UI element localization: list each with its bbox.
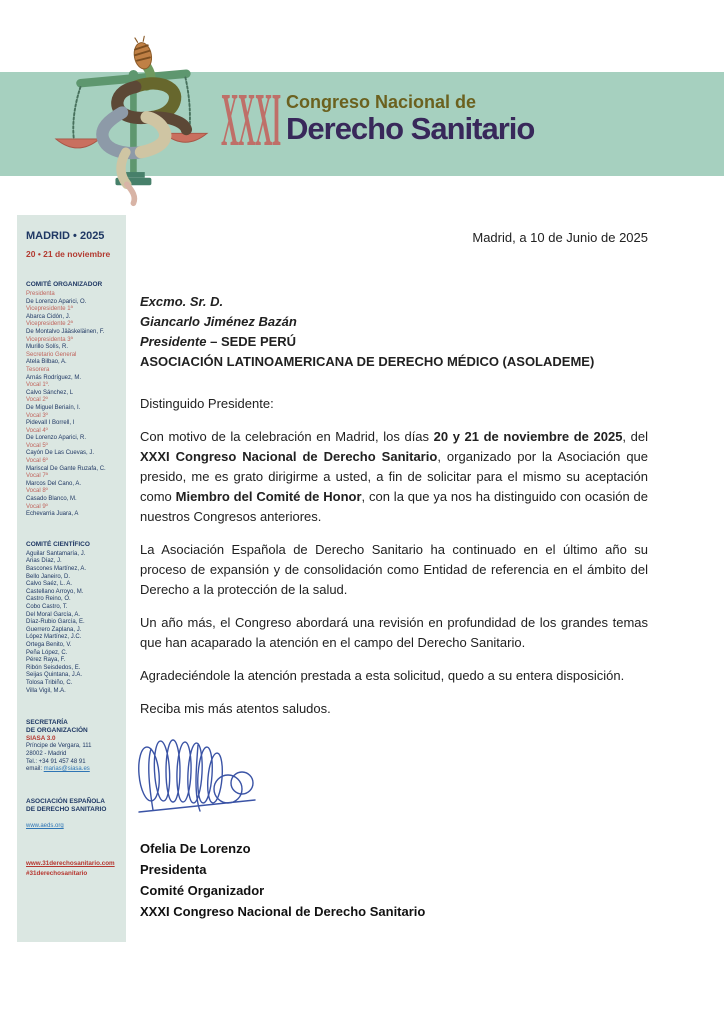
committee-member-name: Abarca Cidón, J. <box>26 313 71 320</box>
committee-member-name: Marcos Del Cano, A. <box>26 480 82 487</box>
committee-member-name: Arias Díaz, J. <box>26 558 62 565</box>
secretariat-phone: Tel.: +34 91 457 48 91 <box>26 758 86 765</box>
letter-closing: Reciba mis más atentos saludos. <box>140 701 331 716</box>
committee-member-name: López Martínez, J.C. <box>26 634 82 641</box>
congress-number: XXXI <box>221 78 281 162</box>
committee-member-name: Cobo Castro, T. <box>26 603 68 610</box>
committee-member-name: Echevarria Juara, A <box>26 511 79 518</box>
committee-member-name: Calvo Saéz, L. A. <box>26 581 73 588</box>
recipient-title: Presidente – SEDE PERÚ <box>140 334 297 349</box>
committee-member-name: Calvo Sánchez, L <box>26 389 74 396</box>
committee-role: Vocal 4º <box>26 427 48 434</box>
sidebar-congress-dates: 20 • 21 de noviembre <box>26 249 111 259</box>
committee-role: Vocal 9º <box>26 503 48 510</box>
congress-hashtag: #31derechosanitario <box>26 870 88 878</box>
committee-member-name: De Miguel Beriaín, I. <box>26 404 81 411</box>
letter-greeting: Distinguido Presidente: <box>140 396 274 411</box>
committee-member-name: Castellano Arroyo, M. <box>26 588 84 595</box>
association-website-link[interactable]: www.aeds.org <box>26 823 64 830</box>
committee-role: Vocal 6º <box>26 458 48 465</box>
committee-role: Vicepresidenta 3ª <box>26 336 73 343</box>
letter-paragraph-2: La Asociación Española de Derecho Sanitario ha continuado en el último año su proceso de expansión y de consolidación como Entidad de referencia en el ámbito del Derecho a la protección de la salud. <box>140 542 648 597</box>
secretariat-email-line <box>26 766 122 774</box>
sidebar-city-year: MADRID • 2025 <box>26 230 105 242</box>
scientific-committee-list <box>26 551 122 695</box>
signer-role: Presidenta <box>140 862 207 877</box>
scientific-committee-heading: COMITÉ CIENTÍFICO <box>26 540 90 548</box>
committee-member-name: Murillo Solís, R. <box>26 344 69 351</box>
secretariat-heading <box>26 719 122 735</box>
letter-paragraph-3: Un año más, el Congreso abordará una revisión en profundidad de los grandes temas que han acaparado la atención en el campo del Derecho Sanitario. <box>140 615 648 650</box>
committee-role: Vocal 7ª <box>26 473 48 480</box>
committee-member-name: De Lorenzo Aparici, R. <box>26 435 87 442</box>
committee-member-name: Díaz-Rubio García, E. <box>26 619 85 626</box>
scales-serpent-logo <box>54 31 210 211</box>
signoff-block <box>140 838 648 922</box>
committee-member-name: Mariscal De Gante Ruzafa, C. <box>26 465 106 472</box>
committee-member-name: Pérez Raya, F. <box>26 657 66 664</box>
organizing-committee-heading: COMITÉ ORGANIZADOR <box>26 281 103 288</box>
committee-member-name: Pidevall I Borrell, I <box>26 420 75 427</box>
recipient-organization: ASOCIACIÓN LATINOAMERICANA DE DERECHO MÉDICO (ASOLADEME) <box>140 354 595 369</box>
recipient-salutation: Excmo. Sr. D. <box>140 294 224 309</box>
committee-role: Secretario General <box>26 351 77 358</box>
committee-member-name: Cayón De Las Cuevas, J. <box>26 450 95 457</box>
committee-role: Tesorera <box>26 366 50 373</box>
secretariat-company: SIASA 3.0 <box>26 735 56 743</box>
committee-member-name: Bello Janeiro, D. <box>26 573 71 580</box>
committee-role: Vicepresidente 2ª <box>26 321 73 328</box>
committee-role: Presidenta <box>26 291 55 297</box>
secretariat-heading-line1: SECRETARÍA <box>26 719 68 727</box>
organizing-committee-list <box>26 291 122 519</box>
committee-member-name: Bascones Martínez, A. <box>26 566 87 572</box>
committee-role: Vicepresidente 1ª <box>26 306 73 313</box>
committee-member-name: Guerrero Zaplana, J. <box>26 626 82 633</box>
committee-member-name: Atela Bilbao, A. <box>26 359 67 366</box>
committee-role: Vocal 5º <box>26 442 48 449</box>
committee-member-name: Ribón Seisdedos, E. <box>26 664 81 671</box>
committee-role: Vocal 8º <box>26 488 48 495</box>
signer-congress: XXXI Congreso Nacional de Derecho Sanitario <box>140 904 426 919</box>
committee-member-name: Ortega Benito, V. <box>26 641 72 648</box>
committee-member-name: Tolosa Tribiño, C. <box>26 679 73 686</box>
association-heading <box>26 798 122 814</box>
secretariat-email-link[interactable]: marias@siasa.es <box>43 766 90 773</box>
letter-date: Madrid, a 10 de Junio de 2025 <box>472 230 648 245</box>
secretariat-address-line2: 28002 - Madrid <box>26 750 67 757</box>
signer-committee: Comité Organizador <box>140 883 265 898</box>
congress-website-link[interactable]: www.31derechosanitario.com <box>26 860 115 868</box>
committee-member-name: Peña López, C. <box>26 649 68 656</box>
congress-title-line2: Derecho Sanitario <box>286 111 535 146</box>
committee-member-name: Aguilar Santamaría, J. <box>26 550 86 557</box>
committee-member-name: De Lorenzo Aparici, O. <box>26 298 87 305</box>
letter-body <box>140 228 648 922</box>
recipient-name: Giancarlo Jiménez Bazán <box>140 314 297 329</box>
signer-name: Ofelia De Lorenzo <box>140 841 251 856</box>
handwritten-signature <box>136 730 264 816</box>
sidebar <box>17 215 126 942</box>
secretariat-email-label: email: <box>26 766 44 773</box>
committee-role: Vocal 1º. <box>26 382 50 389</box>
committee-member-name: Casado Blanco, M. <box>26 496 77 503</box>
congress-title <box>286 92 534 145</box>
committee-member-name: Castro Reino, O. <box>26 596 71 603</box>
letter-paragraph-1: Con motivo de la celebración en Madrid, los días 20 y 21 de noviembre de 2025, del XXXI Congreso Nacional de Derecho Sanitario, organizado por la Asociación que presido, me es grato dirigirme a usted, a fin de solicitar para el mismo su aceptación como Miembro del Comité de Honor, con la que ya nos ha distinguido con ocasión de nuestros Congresos anteriores. <box>140 429 649 524</box>
letter-paragraph-4: Agradeciéndole la atención prestada a esta solicitud, quedo a su entera disposición. <box>140 668 625 683</box>
recipient-block <box>140 292 648 372</box>
congress-title-line1: Congreso Nacional de <box>286 92 477 112</box>
association-heading-line1: ASOCIACIÓN ESPAÑOLA <box>26 798 105 806</box>
committee-role: Vocal 3º <box>26 412 48 419</box>
committee-member-name: Del Moral García, A. <box>26 611 81 618</box>
committee-member-name: Arnás Rodríguez, M. <box>26 374 82 381</box>
association-heading-line2: DE DERECHO SANITARIO <box>26 806 107 814</box>
committee-member-name: De Montalvo Jääskeläinen, F. <box>26 328 105 335</box>
committee-member-name: Villa Vigil, M.A. <box>26 687 66 694</box>
committee-member-name: Seijas Quintana, J.A. <box>26 672 83 679</box>
secretariat-address-line1: Príncipe de Vergara, 111 <box>26 743 92 750</box>
committee-role: Vocal 2º <box>26 397 48 404</box>
secretariat-heading-line2: DE ORGANIZACIÓN <box>26 727 88 735</box>
